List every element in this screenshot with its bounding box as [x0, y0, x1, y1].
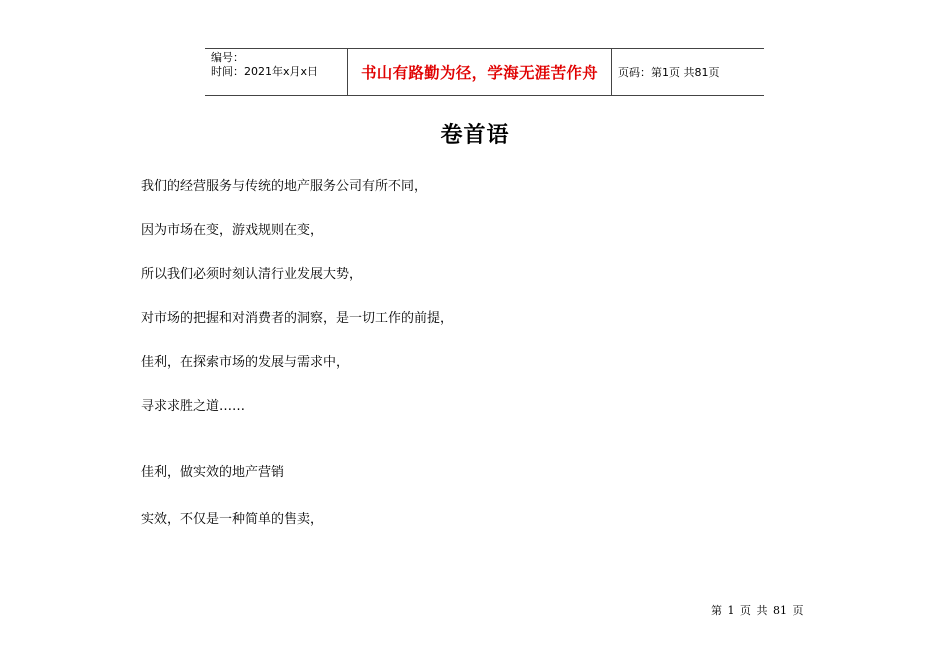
paragraph: 佳利，在探索市场的发展与需求中， [141, 355, 350, 370]
header-meta [205, 49, 348, 95]
header-motto: 书山有路勤为径，学海无涯苦作舟 [348, 49, 612, 95]
time-label: 时间：2021年x月x日 [211, 65, 319, 78]
number-label: 编号： [211, 51, 244, 64]
document-header [205, 48, 764, 96]
paragraph: 所以我们必须时刻认清行业发展大势， [141, 267, 363, 282]
paragraph: 佳利，做实效的地产营销 [141, 465, 285, 480]
paragraph: 对市场的把握和对消费者的洞察，是一切工作的前提， [141, 311, 454, 326]
paragraph: 因为市场在变，游戏规则在变， [141, 223, 324, 238]
paragraph: 实效，不仅是一种简单的售卖， [141, 512, 324, 527]
header-page-info: 页码：第1页 共81页 [618, 66, 720, 79]
page-footer: 第 1 页 共 81 页 [711, 604, 804, 617]
paragraph: 我们的经营服务与传统的地产服务公司有所不同， [141, 179, 428, 194]
page-title: 卷首语 [440, 123, 510, 148]
paragraph: 寻求求胜之道…… [141, 399, 246, 414]
